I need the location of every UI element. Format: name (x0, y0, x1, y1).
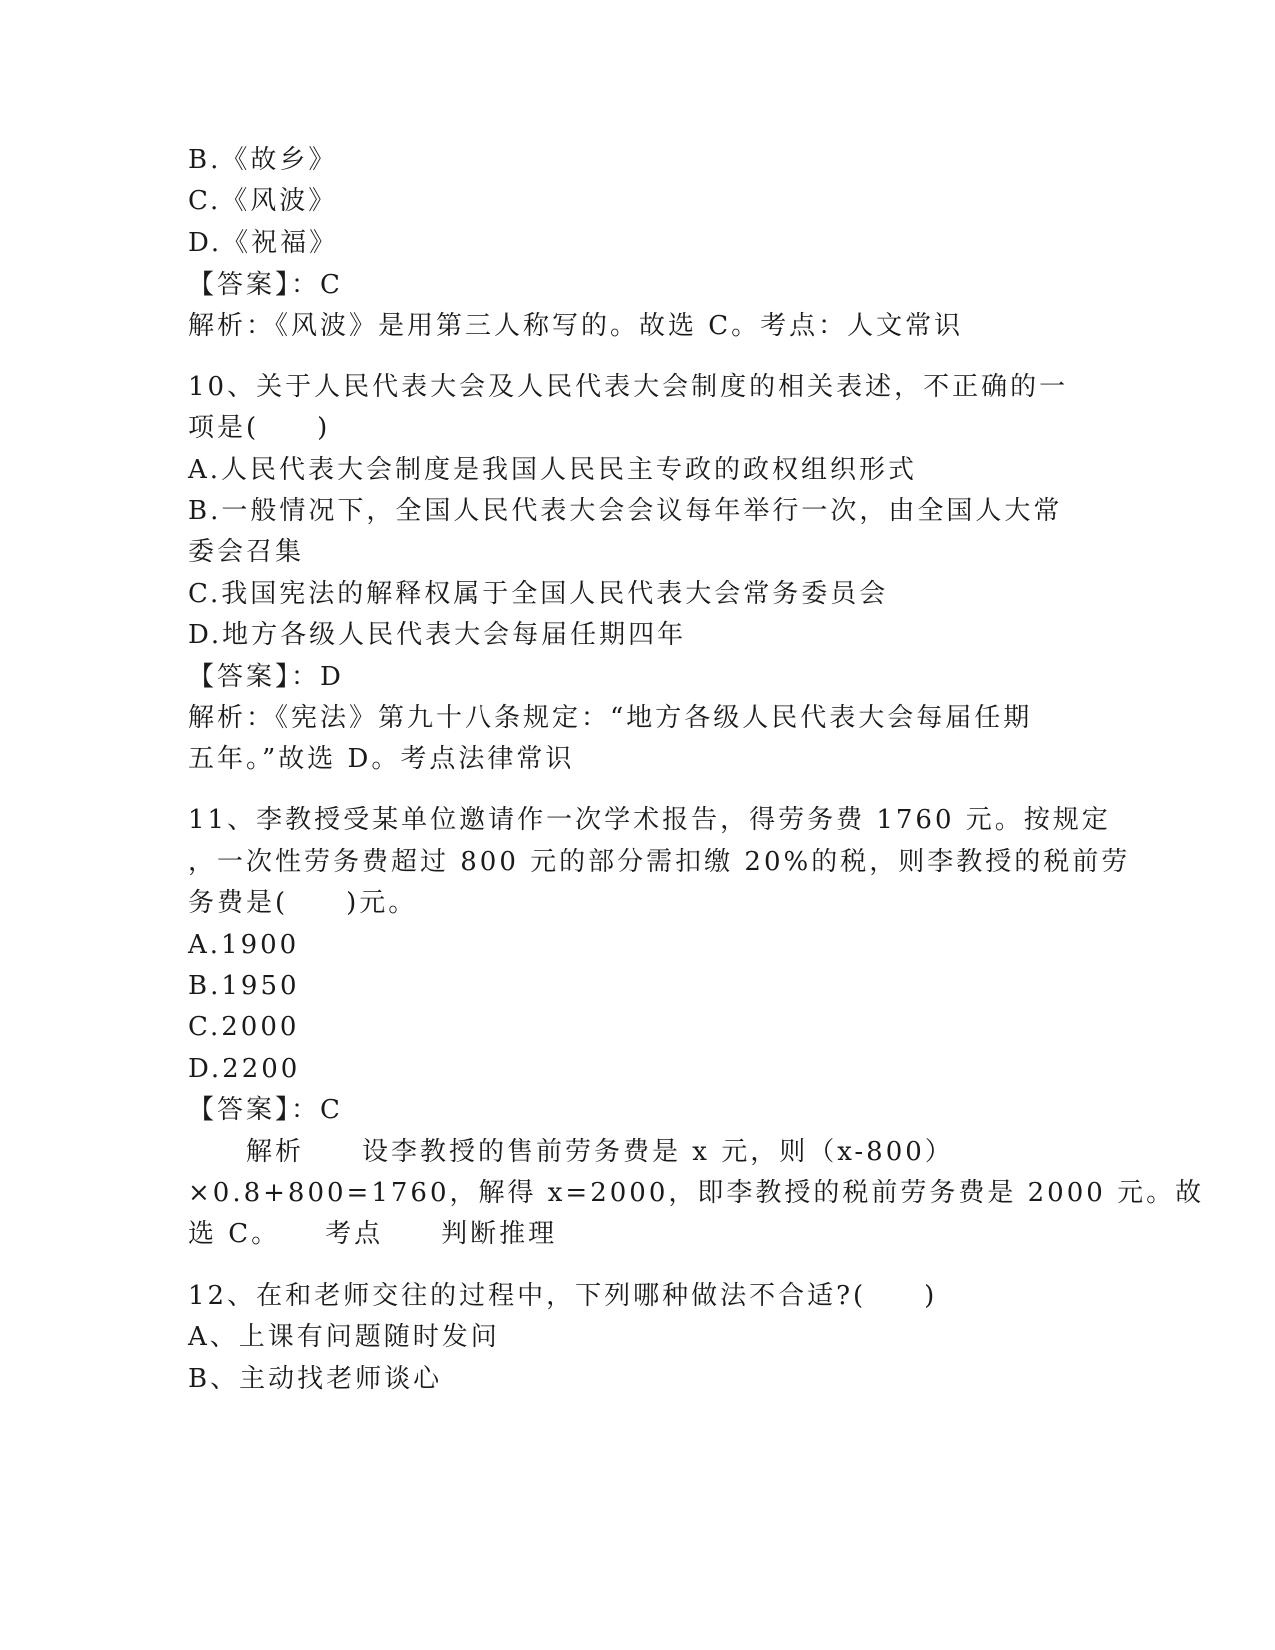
q10-option-c: C.我国宪法的解释权属于全国人民代表大会常务委员会 (188, 579, 889, 609)
q11-stem-line3: 务费是( )元。 (188, 888, 418, 918)
option-c-fengbo: C.《风波》 (188, 186, 338, 216)
option-b-guxiang: B.《故乡》 (188, 145, 338, 175)
q11-analysis-line2: ×0.8+800=1760，解得 x=2000，即李教授的税前劳务费是 2000 元。故 (188, 1178, 1205, 1208)
q12-option-a: A、上课有问题随时发问 (188, 1322, 500, 1352)
q11-analysis-line1: 解析 设李教授的售前劳务费是 x 元，则（x-800） (188, 1137, 954, 1167)
q10-analysis-line2: 五年。”故选 D。考点法律常识 (188, 744, 575, 774)
q11-analysis-line3: 选 C。 考点 判断推理 (188, 1219, 558, 1249)
option-d-zhufu: D.《祝福》 (188, 228, 339, 258)
q12-option-b: B、主动找老师谈心 (188, 1364, 443, 1394)
q10-stem-line1: 10、关于人民代表大会及人民代表大会制度的相关表述，不正确的一 (188, 372, 1069, 402)
q11-option-b: B.1950 (188, 971, 300, 1001)
q11-option-a: A.1900 (188, 930, 300, 960)
q9-analysis: 解析：《风波》是用第三人称写的。故选 C。考点：人文常识 (188, 311, 964, 341)
q11-stem-line2: ，一次性劳务费超过 800 元的部分需扣缴 20%的税，则李教授的税前劳 (188, 847, 1131, 877)
q10-option-b-line1: B.一般情况下，全国人民代表大会会议每年举行一次，由全国人大常 (188, 496, 1063, 526)
q10-option-b-line2: 委会召集 (188, 537, 305, 567)
q11-option-d: D.2200 (188, 1054, 301, 1084)
q11-answer: 【答案】：C (188, 1095, 343, 1125)
q10-answer: 【答案】：D (188, 662, 344, 692)
q10-option-a: A.人民代表大会制度是我国人民民主专政的政权组织形式 (188, 455, 918, 485)
q10-analysis-line1: 解析：《宪法》第九十八条规定：“地方各级人民代表大会每届任期 (188, 703, 1033, 733)
q11-option-c: C.2000 (188, 1012, 300, 1042)
q12-stem: 12、在和老师交往的过程中，下列哪种做法不合适?( ) (188, 1281, 938, 1311)
q10-stem-line2: 项是( ) (188, 413, 331, 443)
q9-answer: 【答案】：C (188, 270, 343, 300)
q10-option-d: D.地方各级人民代表大会每届任期四年 (188, 620, 687, 650)
q11-stem-line1: 11、李教授受某单位邀请作一次学术报告，得劳务费 1760 元。按规定 (188, 805, 1111, 835)
